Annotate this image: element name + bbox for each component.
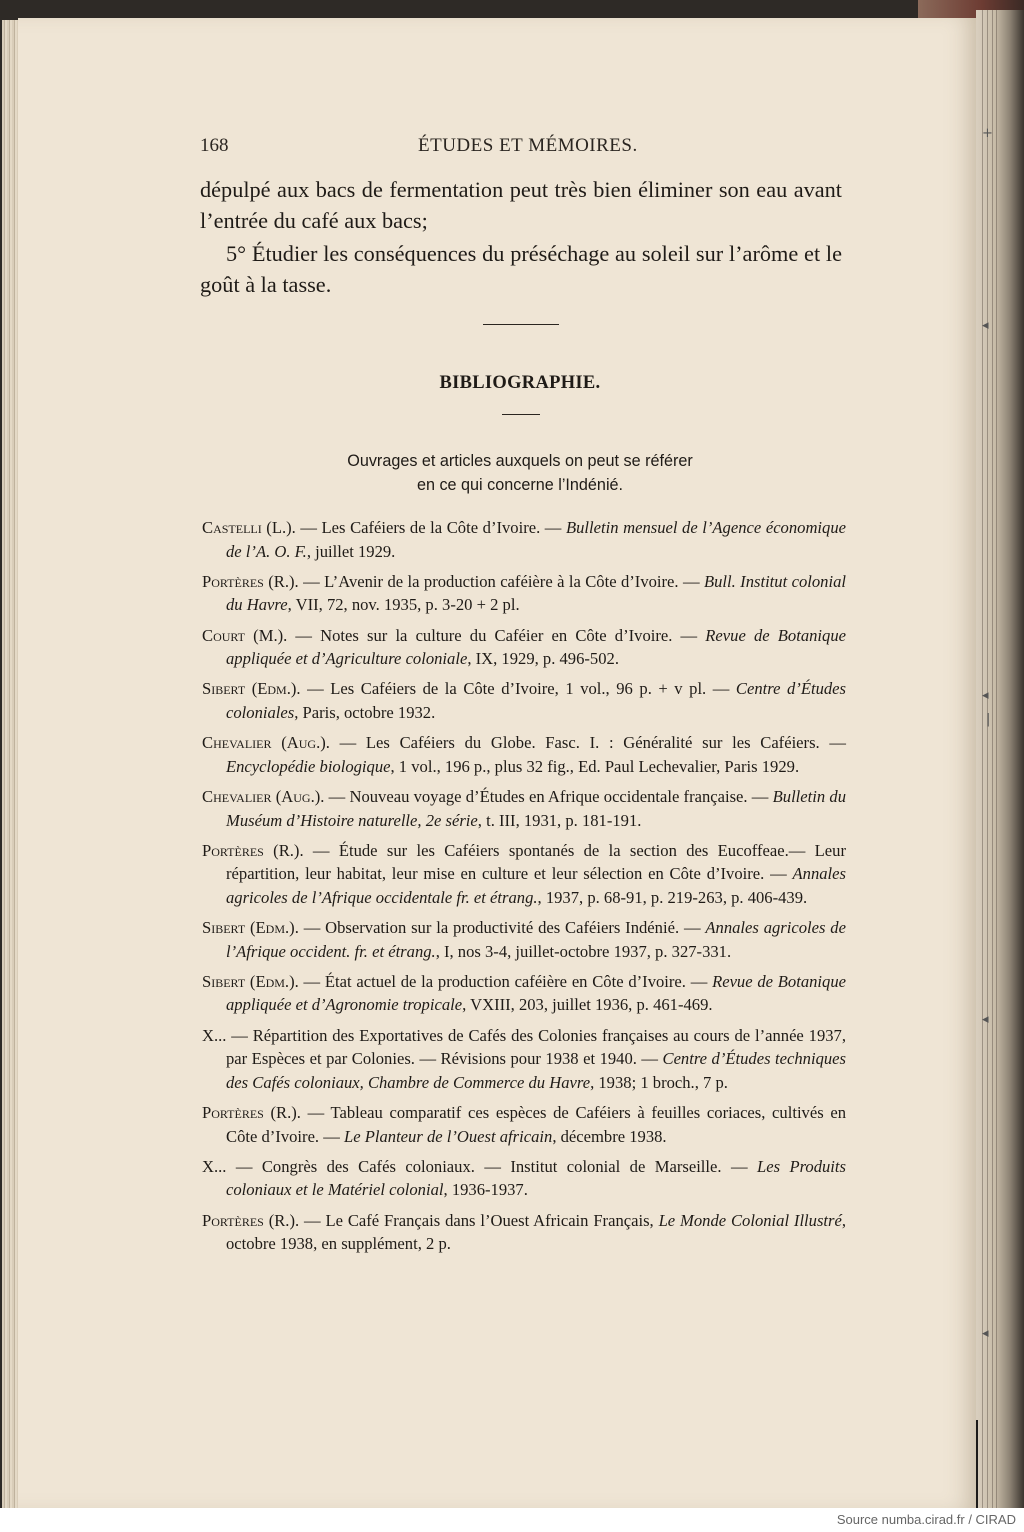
reference-text: — Les Caféiers de la Côte d’Ivoire, 1 vol., 96 p. + v pl. —	[300, 679, 736, 699]
page-number: 168	[200, 135, 229, 156]
reference-author: Portères (R.).	[202, 1103, 301, 1122]
reference-details: , 1 vol., 196 p., plus 32 fig., Ed. Paul Lechevalier, Paris 1929.	[390, 756, 800, 776]
reference-publication: Annales agricoles de l’Afrique occident. fr. et étrang.	[226, 918, 846, 961]
reference-text: — Les Caféiers du Globe. Fasc. I. : Généralité sur les Caféiers. —	[329, 733, 846, 753]
reference-list	[202, 516, 846, 1262]
reference-publication: Revue de Botanique appliquée et d’Agronomie tropicale	[226, 971, 846, 1015]
reference-text: — Nouveau voyage d’Études en Afrique occidentale française. —	[324, 786, 773, 806]
reference-publication: Bulletin du Muséum d’Histoire naturelle, 2e série	[226, 786, 847, 830]
reference-text: — Le Café Français dans l’Ouest Africain Français,	[299, 1210, 659, 1230]
reference-text: — Tableau comparatif ces espèces de Caféiers à feuilles coriaces, cultivés en Côte d’Ivoire. —	[226, 1103, 846, 1146]
reference-publication: Encyclopédie biologique	[226, 756, 391, 776]
reference-entry	[202, 785, 846, 832]
body-text	[200, 174, 842, 300]
reference-text: — Les Caféiers de la Côte d’Ivoire. —	[295, 518, 566, 537]
reference-entry	[202, 1024, 846, 1095]
reference-author: Portères (R.).	[202, 1210, 300, 1230]
reference-entry	[202, 624, 846, 671]
reference-details: , juillet 1929.	[306, 541, 396, 561]
reference-author: Portères (R.).	[202, 571, 299, 591]
reference-text: — Répartition des Exportatives de Cafés des Colonies françaises au cours de l’année 1937, par Espèces et par Colonies. — Révisions pour 1938 et 1940. —	[226, 1025, 846, 1069]
reference-publication: Centre d’Études techniques des Cafés coloniaux, Chambre de Commerce du Havre	[226, 1049, 846, 1092]
reference-details: , octobre 1938, en supplément, 2 p.	[226, 1210, 847, 1254]
reference-author: Sibert (Edm.).	[202, 971, 299, 991]
reference-text: — Étude sur les Caféiers spontanés de la section des Eucoffeae.— Leur répartition, leur habitat, leur mise en culture et leur sélection en Côte d’Ivoire. —	[226, 840, 846, 884]
reference-text: — Congrès des Cafés coloniaux. — Institut colonial de Marseille. —	[226, 1156, 757, 1176]
reference-entry	[202, 677, 846, 724]
reference-author: Court (M.).	[202, 625, 288, 645]
reference-text: — Observation sur la productivité des Caféiers Indénié. —	[298, 918, 706, 938]
reference-entry	[202, 570, 846, 617]
margin-mark: ◂	[982, 688, 989, 703]
reference-author: Sibert (Edm.).	[202, 679, 301, 699]
reference-text: — Notes sur la culture du Caféier en Côte d’Ivoire. —	[287, 625, 706, 645]
reference-entry	[202, 1155, 846, 1202]
reference-author: X...	[202, 1156, 227, 1176]
section-divider	[483, 324, 559, 325]
reference-entry	[202, 1101, 846, 1148]
running-head	[200, 135, 840, 159]
reference-details: , t. III, 1931, p. 181-191.	[477, 810, 642, 830]
reference-publication: Revue de Botanique appliquée et d’Agriculture coloniale	[226, 625, 846, 669]
reference-publication: Les Produits coloniaux et le Matériel colonial	[226, 1156, 846, 1200]
margin-mark: +	[982, 126, 993, 141]
reference-publication: Bull. Institut colonial du Havre	[226, 571, 846, 615]
margin-mark: ◂	[982, 318, 989, 333]
reference-author: Sibert (Edm.).	[202, 918, 299, 938]
reference-details: , VII, 72, nov. 1935, p. 3-20 + 2 pl.	[287, 595, 520, 615]
reference-details: , 1938; 1 broch., 7 p.	[590, 1072, 728, 1092]
reference-entry	[202, 970, 846, 1017]
bibliography-subtitle	[200, 449, 840, 497]
title-underline	[502, 414, 540, 415]
reference-entry	[202, 1209, 846, 1256]
right-page-edges	[976, 10, 1024, 1508]
reference-publication: Le Monde Colonial Illustré	[658, 1210, 842, 1230]
reference-author: Chevalier (Aug.).	[202, 786, 325, 806]
reference-author: X...	[202, 1025, 227, 1045]
source-credit: Source numba.cirad.fr / CIRAD	[836, 1512, 1016, 1527]
reference-author: Portères (R.).	[202, 840, 304, 860]
margin-mark: ◂	[982, 1326, 989, 1341]
reference-details: , I, nos 3-4, juillet-octobre 1937, p. 327-331.	[435, 941, 732, 961]
reference-author: Chevalier (Aug.).	[202, 733, 330, 753]
reference-details: , VXIII, 203, juillet 1936, p. 461-469.	[462, 995, 713, 1015]
bibliography-title: BIBLIOGRAPHIE.	[439, 373, 601, 393]
reference-entry	[202, 839, 846, 910]
reference-publication: Centre d’Études coloniales	[226, 679, 846, 722]
reference-details: , IX, 1929, p. 496-502.	[467, 649, 619, 669]
reference-details: , 1937, p. 68-91, p. 219-263, p. 406-439.	[537, 887, 808, 907]
margin-mark: ◂	[982, 1012, 989, 1027]
body-paragraph: 5° Étudier les conséquences du préséchage au soleil sur l’arôme et le goût à la tasse.	[200, 241, 842, 297]
reference-publication: Bulletin mensuel de l’Agence économique de l’A. O. F.	[226, 518, 846, 561]
reference-entry	[202, 516, 846, 563]
reference-publication: Annales agricoles de l’Afrique occidentale fr. et étrang.	[226, 864, 846, 907]
reference-text: — L’Avenir de la production caféière à la Côte d’Ivoire. —	[298, 571, 704, 591]
reference-publication: Le Planteur de l’Ouest africain	[343, 1126, 553, 1146]
reference-details: , Paris, octobre 1932.	[294, 702, 436, 722]
reference-details: , décembre 1938.	[552, 1126, 667, 1146]
reference-author: Castelli (L.).	[202, 518, 296, 537]
reference-text: — État actuel de la production caféière en Côte d’Ivoire. —	[298, 971, 713, 991]
margin-mark: |	[986, 712, 991, 727]
subtitle-line: Ouvrages et articles auxquels on peut se référer	[347, 452, 693, 470]
reference-entry	[202, 731, 846, 778]
reference-entry	[202, 916, 846, 963]
subtitle-line: en ce qui concerne l’Indénié.	[416, 476, 624, 494]
running-title: ÉTUDES ET MÉMOIRES.	[418, 135, 638, 156]
reference-details: , 1936-1937.	[443, 1180, 528, 1200]
body-paragraph: dépulpé aux bacs de fermentation peut très bien éliminer son eau avant l’entrée du café aux bacs;	[200, 177, 842, 233]
